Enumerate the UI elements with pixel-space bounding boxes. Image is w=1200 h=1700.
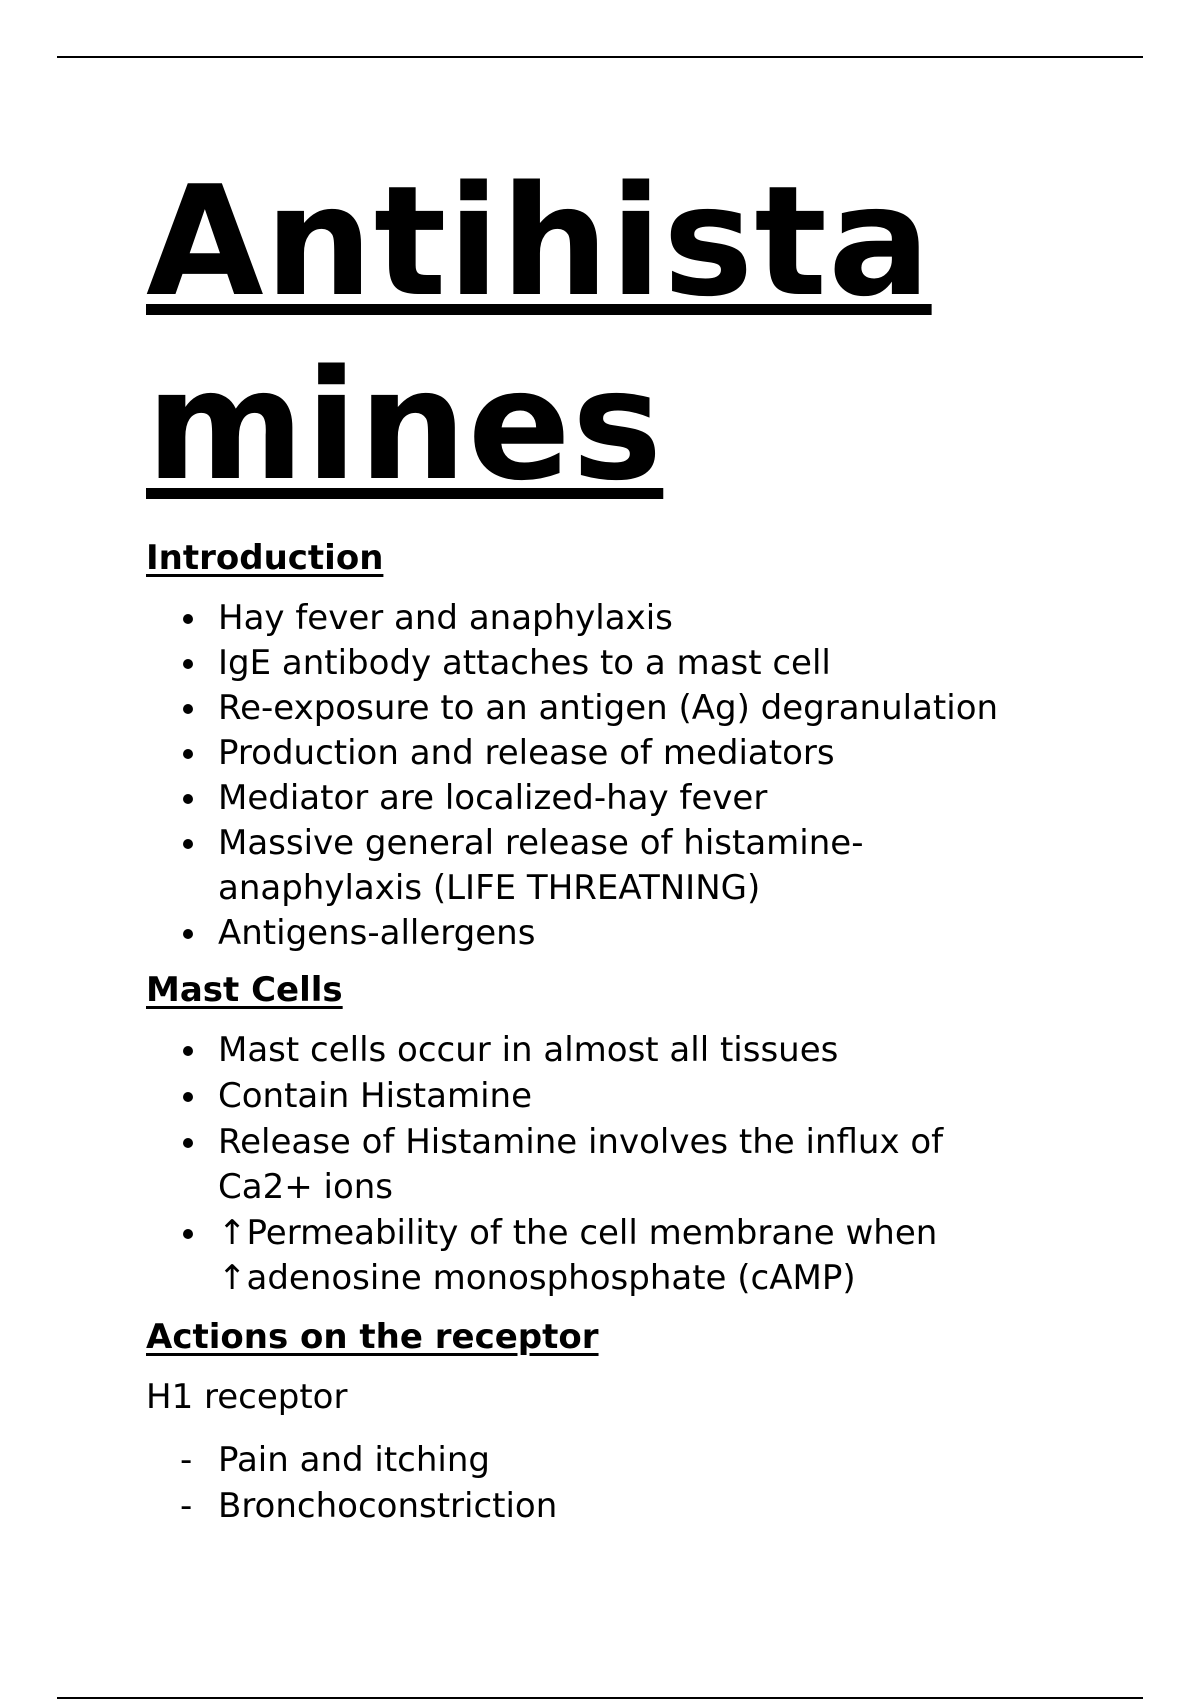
list-item: - Bronchoconstriction	[218, 1483, 1106, 1529]
list-item: Hay fever and anaphylaxis	[218, 596, 1106, 641]
list-item: Mediator are localized-hay fever	[218, 776, 1106, 821]
document-title: Antihistamines	[146, 153, 932, 514]
list-item: ↑Permeability of the cell membrane when ↑adenosine monosphosphate (cAMP)	[218, 1211, 1018, 1301]
introduction-list	[146, 596, 1106, 956]
section-heading-mast-cells: Mast Cells	[146, 970, 343, 1010]
list-item: Production and release of mediators	[218, 731, 1106, 776]
mast-cells-list	[146, 1028, 1106, 1301]
section-heading-introduction: Introduction	[146, 538, 384, 578]
list-item: IgE antibody attaches to a mast cell	[218, 641, 1106, 686]
list-item: Mast cells occur in almost all tissues	[218, 1028, 1106, 1073]
section-heading-actions-on-receptor: Actions on the receptor	[146, 1317, 599, 1357]
h1-receptor-list	[146, 1437, 1106, 1529]
document-body	[146, 150, 1106, 1529]
list-item: Massive general release of histamine-anaphylaxis (LIFE THREATNING)	[218, 821, 908, 911]
list-item: Contain Histamine	[218, 1074, 1106, 1119]
h1-receptor-label: H1 receptor	[146, 1377, 348, 1417]
list-item: - Pain and itching	[218, 1437, 1106, 1483]
list-item: Re-exposure to an antigen (Ag) degranulation	[218, 686, 1106, 731]
page-bottom-rule	[57, 1697, 1143, 1699]
list-item: Release of Histamine involves the influx of Ca2+ ions	[218, 1120, 1018, 1210]
page-top-rule	[57, 56, 1143, 58]
list-item: Antigens-allergens	[218, 911, 1106, 956]
